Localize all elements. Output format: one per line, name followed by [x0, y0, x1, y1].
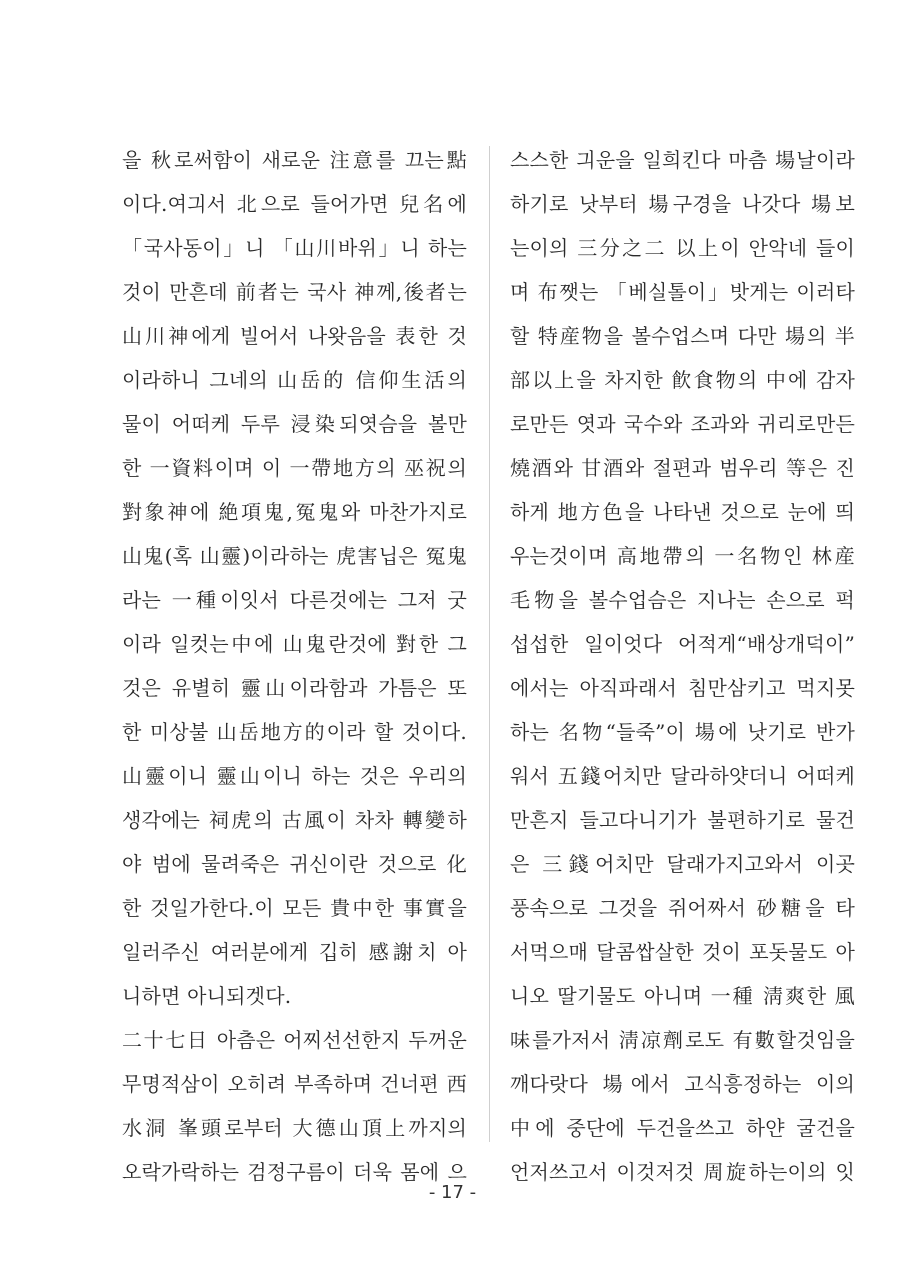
text-line: 섭섭한 일이엇다 어적게“배상개덕이” [510, 632, 855, 656]
text-line: 「국사동이」니 「山川바위」니 하는 [122, 236, 467, 260]
left-text-column [122, 138, 467, 1194]
text-line: 對象神에 絶項鬼,冤鬼와 마찬가지로 [122, 500, 467, 524]
text-line: 깨다랏다 場에서 고식흥정하는 이의 [510, 1072, 855, 1096]
text-line: 야 범에 물려죽은 귀신이란 것으로 化 [122, 852, 467, 876]
text-line: 로만든 엿과 국수와 조과와 귀리로만든 [510, 412, 855, 436]
text-line: 일러주신 여러분에게 깁히 感謝치 아 [122, 940, 467, 964]
text-line: 오락가락하는 검정구름이 더욱 몸에 으 [122, 1160, 467, 1184]
text-line: 서먹으매 달콤쌉살한 것이 포돗물도 아 [510, 940, 855, 964]
text-line: 물이 어떠케 두루 浸染되엿슴을 볼만 [122, 412, 467, 436]
text-line: 이라 일컷는中에 山鬼란것에 對한 그 [122, 632, 467, 656]
column-divider [489, 146, 490, 1142]
text-line: 山川神에게 빌어서 나왓음을 表한 것 [122, 324, 467, 348]
text-line: 山鬼(혹 山靈)이라하는 虎害닙은 冤鬼 [122, 544, 467, 568]
text-line: 에서는 아직파래서 침만삼키고 먹지못 [510, 676, 855, 700]
text-line: 니오 딸기물도 아니며 一種 淸爽한 風 [510, 984, 855, 1008]
text-line: 二十七日 아츰은 어찌선선한지 두꺼운 [122, 1028, 467, 1052]
text-line: 것이 만흔데 前者는 국사 神께,後者는 [122, 280, 467, 304]
text-line: 味를가저서 淸凉劑로도 有數할것임을 [510, 1028, 855, 1052]
text-line: 을 秋로써함이 새로운 注意를 끄는點 [122, 148, 467, 172]
text-line: 라는 一種이잇서 다른것에는 그저 굿 [122, 588, 467, 612]
text-line: 山靈이니 靈山이니 하는 것은 우리의 [122, 764, 467, 788]
text-line: 만흔지 들고다니기가 불편하기로 물건 [510, 808, 855, 832]
text-line: 水洞 峯頭로부터 大德山頂上까지의 [122, 1116, 467, 1140]
text-line: 언저쓰고서 이것저것 周旋하는이의 잇 [510, 1160, 855, 1184]
text-line: 中에 중단에 두건을쓰고 하얀 굴건을 [510, 1116, 855, 1140]
text-line: 는이의 三分之二 以上이 안악네 들이 [510, 236, 855, 260]
text-line: 할 特産物을 볼수업스며 다만 場의 半 [510, 324, 855, 348]
text-line: 하기로 낫부터 場구경을 나갓다 場보 [510, 192, 855, 216]
text-line: 하게 地方色을 나타낸 것으로 눈에 띄 [510, 500, 855, 524]
text-line: 며 布쨋는 「베실톨이」밧게는 이러타 [510, 280, 855, 304]
text-line: 무명적삼이 오히려 부족하며 건너편 西 [122, 1072, 467, 1096]
text-line: 풍속으로 그것을 쥐어짜서 砂糖을 타 [510, 896, 855, 920]
page-number: - 17 - [428, 1182, 477, 1203]
text-line: 部以上을 차지한 飮食物의 中에 감자 [510, 368, 855, 392]
text-line: 스스한 긔운을 일희킨다 마츰 場날이라 [510, 148, 855, 172]
text-line: 한 一資料이며 이 一帶地方의 巫祝의 [122, 456, 467, 480]
text-line: 워서 五錢어치만 달라하얏더니 어떠케 [510, 764, 855, 788]
text-line: 우는것이며 高地帶의 一名物인 林産 [510, 544, 855, 568]
text-line: 이다.여긔서 北으로 들어가면 兒名에 [122, 192, 467, 216]
text-line: 것은 유별히 靈山이라함과 가틈은 또 [122, 676, 467, 700]
text-line: 한 것일가한다.이 모든 貴中한 事實을 [122, 896, 467, 920]
text-line: 한 미상불 山岳地方的이라 할 것이다. [122, 720, 467, 744]
text-line: 니하면 아니되겟다. [122, 984, 292, 1008]
text-line: 은 三錢어치만 달래가지고와서 이곳 [510, 852, 855, 876]
text-line: 毛物을 볼수업슴은 지나는 손으로 퍽 [510, 588, 855, 612]
text-line: 燒酒와 甘酒와 절편과 범우리 等은 진 [510, 456, 855, 480]
text-line: 이라하니 그네의 山岳的 信仰生活의 [122, 368, 467, 392]
text-line: 생각에는 祠虎의 古風이 차차 轉變하 [122, 808, 467, 832]
text-line: 하는 名物“들죽”이 場에 낫기로 반가 [510, 720, 855, 744]
right-text-column [510, 138, 855, 1194]
